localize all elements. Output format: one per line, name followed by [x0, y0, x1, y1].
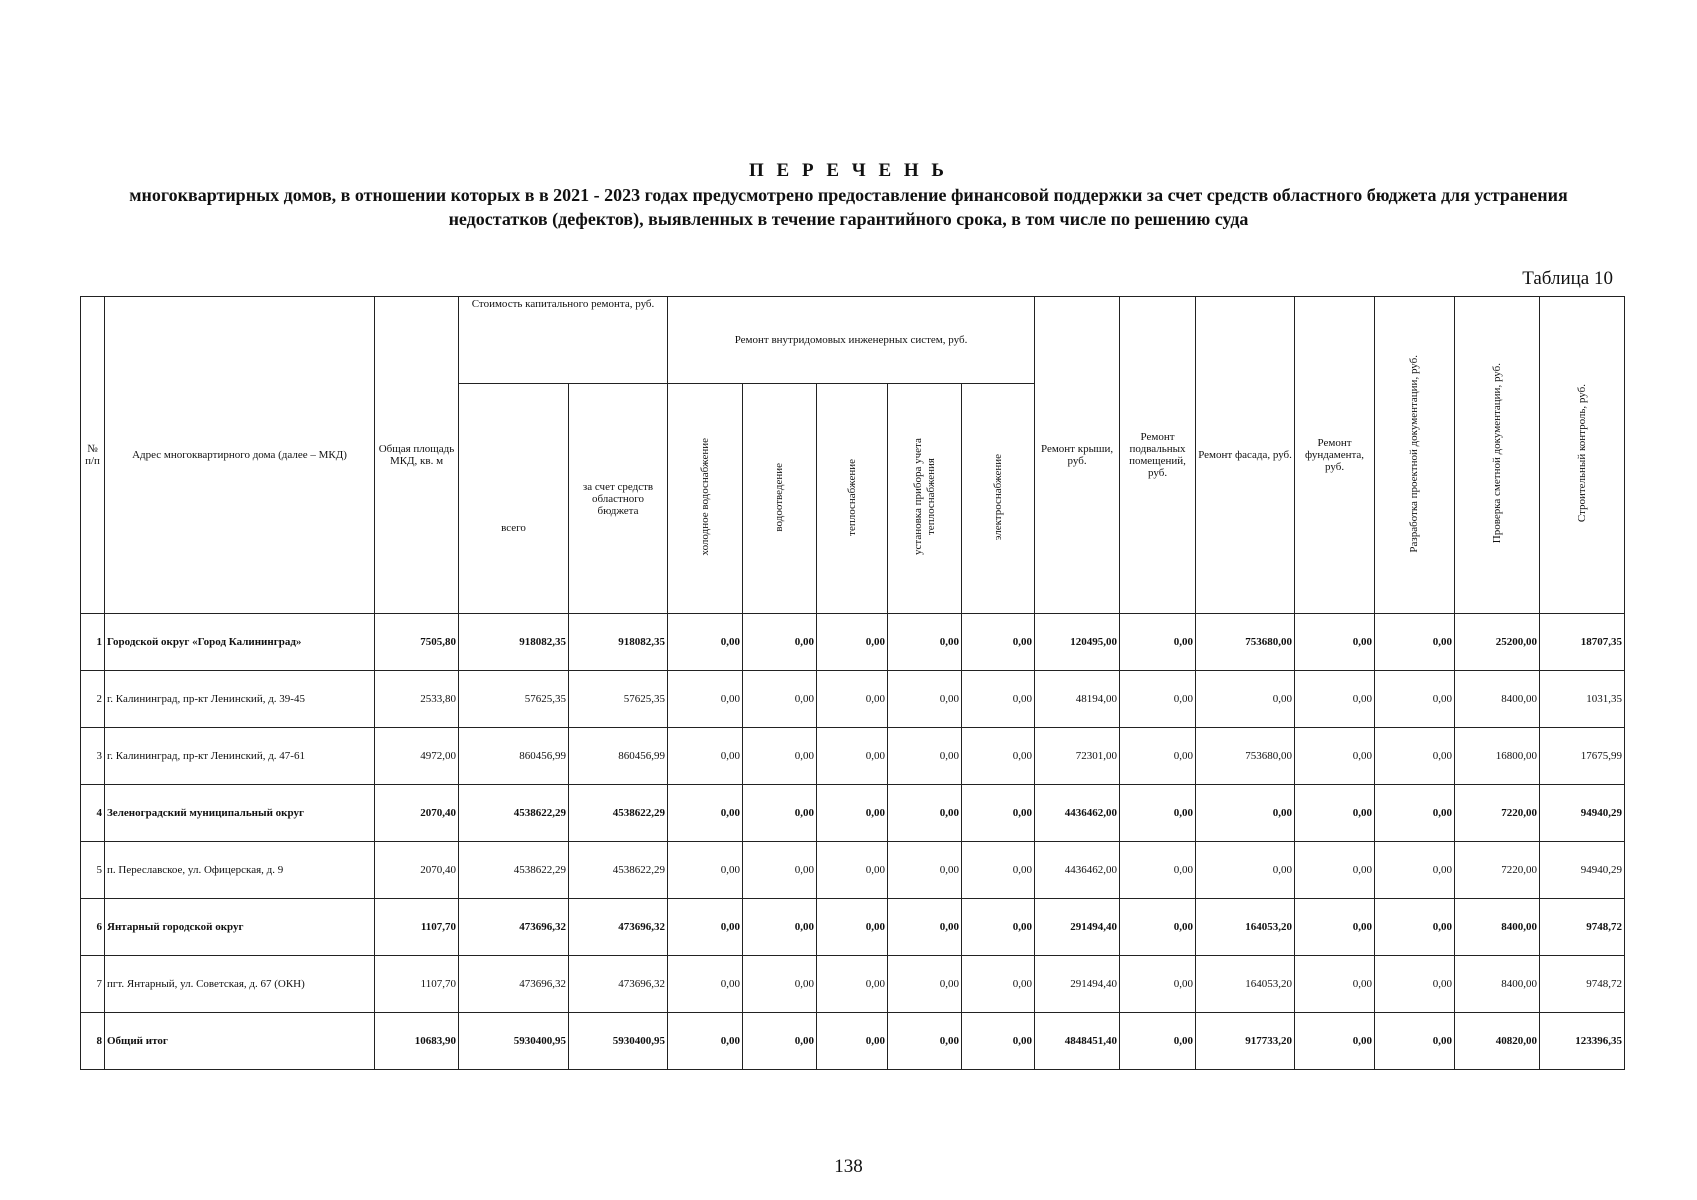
row-heat-meter: 0,00	[888, 842, 962, 899]
header-cost-group: Стоимость капитального ремонта, руб.	[459, 297, 668, 384]
row-num: 5	[81, 842, 105, 899]
row-cost-regional: 5930400,95	[569, 1013, 668, 1070]
row-construction-control: 94940,29	[1540, 785, 1625, 842]
header-construction-control: Строительный контроль, руб.	[1575, 384, 1588, 523]
row-cold-water: 0,00	[668, 842, 743, 899]
row-design-docs: 0,00	[1375, 728, 1455, 785]
row-heat-meter: 0,00	[888, 614, 962, 671]
row-roof: 72301,00	[1035, 728, 1120, 785]
row-estimate-check: 8400,00	[1455, 671, 1540, 728]
header-cold-water: холодное водоснабжение	[698, 438, 711, 556]
row-sewage: 0,00	[743, 671, 817, 728]
header-sewage-cell	[743, 384, 817, 614]
header-cost-regional: за счет средств областного бюджета	[569, 384, 668, 614]
header-heating: теплоснабжение	[845, 458, 858, 536]
row-foundation: 0,00	[1295, 614, 1375, 671]
row-facade: 0,00	[1196, 785, 1295, 842]
row-heating: 0,00	[817, 614, 888, 671]
row-electricity: 0,00	[962, 1013, 1035, 1070]
header-address: Адрес многоквартирного дома (далее – МКД)	[105, 297, 375, 614]
row-roof: 48194,00	[1035, 671, 1120, 728]
row-cost-regional: 57625,35	[569, 671, 668, 728]
header-num: № п/п	[81, 297, 105, 614]
table-row-total	[81, 1013, 1625, 1070]
row-cost-regional: 473696,32	[569, 956, 668, 1013]
row-construction-control: 9748,72	[1540, 899, 1625, 956]
row-heating: 0,00	[817, 1013, 888, 1070]
row-electricity: 0,00	[962, 728, 1035, 785]
row-basement: 0,00	[1120, 956, 1196, 1013]
row-facade: 753680,00	[1196, 614, 1295, 671]
row-construction-control: 1031,35	[1540, 671, 1625, 728]
row-cold-water: 0,00	[668, 614, 743, 671]
row-electricity: 0,00	[962, 842, 1035, 899]
row-num: 8	[81, 1013, 105, 1070]
row-foundation: 0,00	[1295, 899, 1375, 956]
row-roof: 291494,40	[1035, 899, 1120, 956]
row-heating: 0,00	[817, 671, 888, 728]
header-cold-water-cell	[668, 384, 743, 614]
row-sewage: 0,00	[743, 785, 817, 842]
row-design-docs: 0,00	[1375, 956, 1455, 1013]
row-address: п. Переславское, ул. Офицерская, д. 9	[105, 842, 375, 899]
table-row	[81, 899, 1625, 956]
row-address: Городской округ «Город Калининград»	[105, 614, 375, 671]
row-heat-meter: 0,00	[888, 1013, 962, 1070]
row-num: 3	[81, 728, 105, 785]
header-basement: Ремонт подвальных помещений, руб.	[1120, 297, 1196, 614]
row-area: 10683,90	[375, 1013, 459, 1070]
table-row	[81, 956, 1625, 1013]
header-heat-meter-cell	[888, 384, 962, 614]
row-roof: 120495,00	[1035, 614, 1120, 671]
row-address: г. Калининград, пр-кт Ленинский, д. 39-45	[105, 671, 375, 728]
row-design-docs: 0,00	[1375, 614, 1455, 671]
row-area: 1107,70	[375, 899, 459, 956]
row-construction-control: 17675,99	[1540, 728, 1625, 785]
row-area: 7505,80	[375, 614, 459, 671]
header-design-docs: Разработка проектной документации, руб.	[1408, 354, 1421, 553]
row-foundation: 0,00	[1295, 728, 1375, 785]
row-estimate-check: 7220,00	[1455, 842, 1540, 899]
row-electricity: 0,00	[962, 671, 1035, 728]
page-number: 138	[834, 1156, 863, 1177]
row-cost-regional: 4538622,29	[569, 785, 668, 842]
row-estimate-check: 40820,00	[1455, 1013, 1540, 1070]
row-foundation: 0,00	[1295, 671, 1375, 728]
row-design-docs: 0,00	[1375, 671, 1455, 728]
row-roof: 4848451,40	[1035, 1013, 1120, 1070]
row-foundation: 0,00	[1295, 842, 1375, 899]
row-num: 7	[81, 956, 105, 1013]
row-design-docs: 0,00	[1375, 842, 1455, 899]
row-cost-regional: 918082,35	[569, 614, 668, 671]
row-cost-total: 860456,99	[459, 728, 569, 785]
table-row	[81, 785, 1625, 842]
header-roof: Ремонт крыши, руб.	[1035, 297, 1120, 614]
row-estimate-check: 25200,00	[1455, 614, 1540, 671]
row-cost-total: 4538622,29	[459, 842, 569, 899]
row-basement: 0,00	[1120, 671, 1196, 728]
document-title: П Е Р Е Ч Е Н Ь	[749, 160, 948, 181]
row-sewage: 0,00	[743, 1013, 817, 1070]
row-facade: 164053,20	[1196, 899, 1295, 956]
row-heat-meter: 0,00	[888, 785, 962, 842]
row-area: 4972,00	[375, 728, 459, 785]
row-cost-total: 918082,35	[459, 614, 569, 671]
table-row	[81, 728, 1625, 785]
table-label: Таблица 10	[1522, 268, 1613, 289]
row-heating: 0,00	[817, 899, 888, 956]
row-heat-meter: 0,00	[888, 728, 962, 785]
row-facade: 0,00	[1196, 842, 1295, 899]
row-area: 2070,40	[375, 842, 459, 899]
row-estimate-check: 7220,00	[1455, 785, 1540, 842]
row-heating: 0,00	[817, 785, 888, 842]
header-electricity: электроснабжение	[991, 453, 1004, 541]
row-cost-total: 5930400,95	[459, 1013, 569, 1070]
table-row	[81, 671, 1625, 728]
header-cost-total: всего	[459, 384, 569, 614]
row-cold-water: 0,00	[668, 1013, 743, 1070]
row-construction-control: 9748,72	[1540, 956, 1625, 1013]
header-sewage: водоотведение	[773, 462, 785, 532]
row-facade: 917733,20	[1196, 1013, 1295, 1070]
row-construction-control: 94940,29	[1540, 842, 1625, 899]
row-cold-water: 0,00	[668, 785, 743, 842]
row-sewage: 0,00	[743, 728, 817, 785]
row-facade: 0,00	[1196, 671, 1295, 728]
row-cost-total: 473696,32	[459, 899, 569, 956]
row-electricity: 0,00	[962, 899, 1035, 956]
row-num: 2	[81, 671, 105, 728]
row-electricity: 0,00	[962, 956, 1035, 1013]
row-roof: 4436462,00	[1035, 785, 1120, 842]
housing-repair-table	[80, 296, 1625, 1070]
row-construction-control: 123396,35	[1540, 1013, 1625, 1070]
row-roof: 291494,40	[1035, 956, 1120, 1013]
row-address: пгт. Янтарный, ул. Советская, д. 67 (ОКН)	[105, 956, 375, 1013]
row-roof: 4436462,00	[1035, 842, 1120, 899]
row-num: 4	[81, 785, 105, 842]
header-estimate-check-cell	[1455, 297, 1540, 614]
row-num: 6	[81, 899, 105, 956]
row-cold-water: 0,00	[668, 728, 743, 785]
row-estimate-check: 8400,00	[1455, 956, 1540, 1013]
header-heating-cell	[817, 384, 888, 614]
row-cost-total: 57625,35	[459, 671, 569, 728]
header-foundation: Ремонт фундамента, руб.	[1295, 297, 1375, 614]
row-facade: 164053,20	[1196, 956, 1295, 1013]
row-cost-regional: 4538622,29	[569, 842, 668, 899]
header-construction-control-cell	[1540, 297, 1625, 614]
row-sewage: 0,00	[743, 842, 817, 899]
row-heat-meter: 0,00	[888, 899, 962, 956]
row-estimate-check: 8400,00	[1455, 899, 1540, 956]
row-facade: 753680,00	[1196, 728, 1295, 785]
header-facade: Ремонт фасада, руб.	[1196, 297, 1295, 614]
row-cost-regional: 473696,32	[569, 899, 668, 956]
row-electricity: 0,00	[962, 785, 1035, 842]
row-sewage: 0,00	[743, 899, 817, 956]
row-basement: 0,00	[1120, 899, 1196, 956]
row-basement: 0,00	[1120, 785, 1196, 842]
row-num: 1	[81, 614, 105, 671]
row-area: 2070,40	[375, 785, 459, 842]
row-heating: 0,00	[817, 956, 888, 1013]
row-heat-meter: 0,00	[888, 956, 962, 1013]
row-heat-meter: 0,00	[888, 671, 962, 728]
header-estimate-check: Проверка сметной документации, руб.	[1490, 363, 1503, 544]
row-basement: 0,00	[1120, 842, 1196, 899]
row-design-docs: 0,00	[1375, 1013, 1455, 1070]
row-cost-regional: 860456,99	[569, 728, 668, 785]
header-design-docs-cell	[1375, 297, 1455, 614]
row-estimate-check: 16800,00	[1455, 728, 1540, 785]
row-cold-water: 0,00	[668, 899, 743, 956]
row-address: Янтарный городской округ	[105, 899, 375, 956]
row-foundation: 0,00	[1295, 785, 1375, 842]
row-address: г. Калининград, пр-кт Ленинский, д. 47-61	[105, 728, 375, 785]
header-heat-meter: установка прибора учета теплоснабжения	[911, 438, 937, 556]
row-foundation: 0,00	[1295, 956, 1375, 1013]
row-address: Зеленоградский муниципальный округ	[105, 785, 375, 842]
document-subtitle: многоквартирных домов, в отношении которых в в 2021 - 2023 годах предусмотрено предоставление финансовой поддержки за счет средств областного бюджета для устранения недостатков (дефектов), выявленных в течение гарантийного срока, в том числе по решению суда	[129, 185, 1568, 229]
row-heating: 0,00	[817, 842, 888, 899]
row-cost-total: 473696,32	[459, 956, 569, 1013]
header-electricity-cell	[962, 384, 1035, 614]
row-basement: 0,00	[1120, 728, 1196, 785]
row-basement: 0,00	[1120, 1013, 1196, 1070]
row-heating: 0,00	[817, 728, 888, 785]
row-basement: 0,00	[1120, 614, 1196, 671]
row-electricity: 0,00	[962, 614, 1035, 671]
table-row	[81, 842, 1625, 899]
row-address: Общий итог	[105, 1013, 375, 1070]
row-cold-water: 0,00	[668, 671, 743, 728]
row-design-docs: 0,00	[1375, 785, 1455, 842]
row-area: 2533,80	[375, 671, 459, 728]
row-area: 1107,70	[375, 956, 459, 1013]
table-row	[81, 614, 1625, 671]
row-design-docs: 0,00	[1375, 899, 1455, 956]
row-foundation: 0,00	[1295, 1013, 1375, 1070]
row-cold-water: 0,00	[668, 956, 743, 1013]
row-construction-control: 18707,35	[1540, 614, 1625, 671]
header-area: Общая площадь МКД, кв. м	[375, 297, 459, 614]
row-cost-total: 4538622,29	[459, 785, 569, 842]
row-sewage: 0,00	[743, 956, 817, 1013]
header-systems-group: Ремонт внутридомовых инженерных систем, руб.	[668, 297, 1035, 384]
row-sewage: 0,00	[743, 614, 817, 671]
